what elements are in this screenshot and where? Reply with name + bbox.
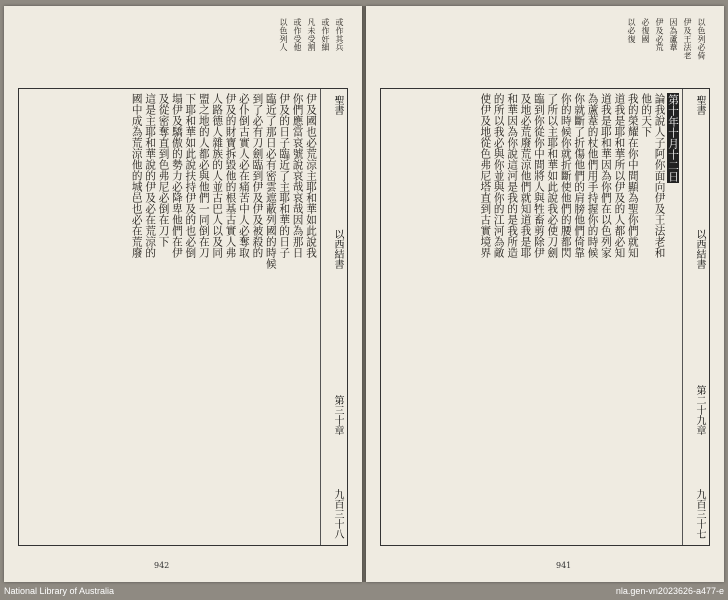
text-column: 你們應當哀號說哀哉哀哉因為那日 xyxy=(291,93,304,258)
book-title: 聖書 xyxy=(332,95,343,115)
text-column: 了所以主耶和華如此說我必使刀劍 xyxy=(546,93,559,258)
chapter-label: 第三十章 xyxy=(332,395,343,435)
date-marker-column xyxy=(666,93,679,541)
note: 以必復 xyxy=(627,18,636,44)
text-column: 下耶和華如此說扶持伊及的也必倒 xyxy=(184,93,197,258)
text-column: 他的天下 xyxy=(640,93,653,137)
text-column: 人路德人雜族的人並古巴人以及同 xyxy=(211,93,224,258)
text-column: 臨近了那日必有密雲遮蔽列國的時候 xyxy=(264,93,277,269)
text-column: 到了必有刀劍臨到伊及伊及被殺的 xyxy=(251,93,264,258)
text-column: 的所以我必與你並與你的江河為敵 xyxy=(492,93,505,258)
left-page-notes xyxy=(22,18,344,84)
text-column: 你的時候你就折斷使他們的腰都閃 xyxy=(559,93,572,258)
right-page-notes xyxy=(384,18,706,84)
page-number: 九百三十八 xyxy=(332,489,343,539)
item-identifier: nla.gen-vn2023626-a477-e xyxy=(615,586,724,596)
text-column: 國中成為荒涼他的城邑也必在荒廢 xyxy=(130,93,143,258)
text-column: 必仆倒古實人必在痛苦中人必奪取 xyxy=(237,93,250,258)
text-column: 及地必荒廢荒涼他們就知道我是耶 xyxy=(519,93,532,258)
right-margin-column xyxy=(682,89,709,545)
note: 凡未受割 xyxy=(307,18,316,52)
text-column: 伊及國也必荒涼主耶和華如此說我 xyxy=(305,93,317,258)
text-column: 盟之地的人都必與他們一同倒在刀 xyxy=(197,93,210,258)
text-column: 道我是耶和華因為你們在以色列家 xyxy=(599,93,612,258)
note: 因為蘆葦 xyxy=(669,18,678,52)
running-head: 以西結書 xyxy=(332,229,343,269)
date-marker: 第十年十月十二日 xyxy=(667,94,679,182)
page-number: 九百三十七 xyxy=(694,489,705,539)
left-body-text xyxy=(23,93,317,541)
text-column: 塌伊及驕傲的勢力必降卑他們在伊 xyxy=(170,93,183,258)
running-head: 以西結書 xyxy=(694,229,705,269)
text-column: 這是主耶和華說的伊及必在荒涼的 xyxy=(144,93,157,258)
text-column: 和華因為你說這河是我的是我所造 xyxy=(506,93,519,258)
text-column: 道我是耶和華所以伊及的人都必知 xyxy=(613,93,626,258)
note: 或作奸細 xyxy=(321,18,330,52)
right-body-text xyxy=(385,93,679,541)
left-text-frame xyxy=(18,88,348,546)
right-text-frame xyxy=(380,88,710,546)
text-column: 及從密奪直到色弗尼必倒在刀下 xyxy=(157,93,170,247)
text-column: 論我說人子阿你面向伊及王法老和 xyxy=(653,93,666,258)
text-column: 使伊及地從色弗尼塔直到古實境界 xyxy=(479,93,492,258)
text-column: 為蘆葦的杖他們用手持握你的時候 xyxy=(586,93,599,258)
text-column: 伊及的財寶拆毀他的根基古實人弗 xyxy=(224,93,237,258)
book-title: 聖書 xyxy=(694,95,705,115)
left-page xyxy=(4,6,362,582)
note: 伊及王法老 xyxy=(683,18,692,60)
note: 或作其兵 xyxy=(335,18,344,52)
note: 伊及必荒 xyxy=(655,18,664,52)
note: 必復國 xyxy=(641,18,650,44)
text-column: 伊及的日子臨近了主耶和華的日子 xyxy=(278,93,291,258)
text-column: 我的榮耀在你中間顯為聖你們就知 xyxy=(626,93,639,258)
note: 或作受他 xyxy=(293,18,302,52)
left-margin-column xyxy=(320,89,347,545)
right-page xyxy=(366,6,724,582)
chapter-label: 第二十九章 xyxy=(694,385,705,435)
text-column: 臨到你從你中間將人與牲畜剪除伊 xyxy=(532,93,545,258)
folio-right: 941 xyxy=(556,561,572,570)
note: 以色列人 xyxy=(279,18,288,52)
folio-left: 942 xyxy=(154,561,170,570)
note: 以色列必倚 xyxy=(697,18,706,60)
text-column: 你就斷了折傷他們的肩膀他們倚靠 xyxy=(573,93,586,258)
library-credit: National Library of Australia xyxy=(4,586,115,596)
